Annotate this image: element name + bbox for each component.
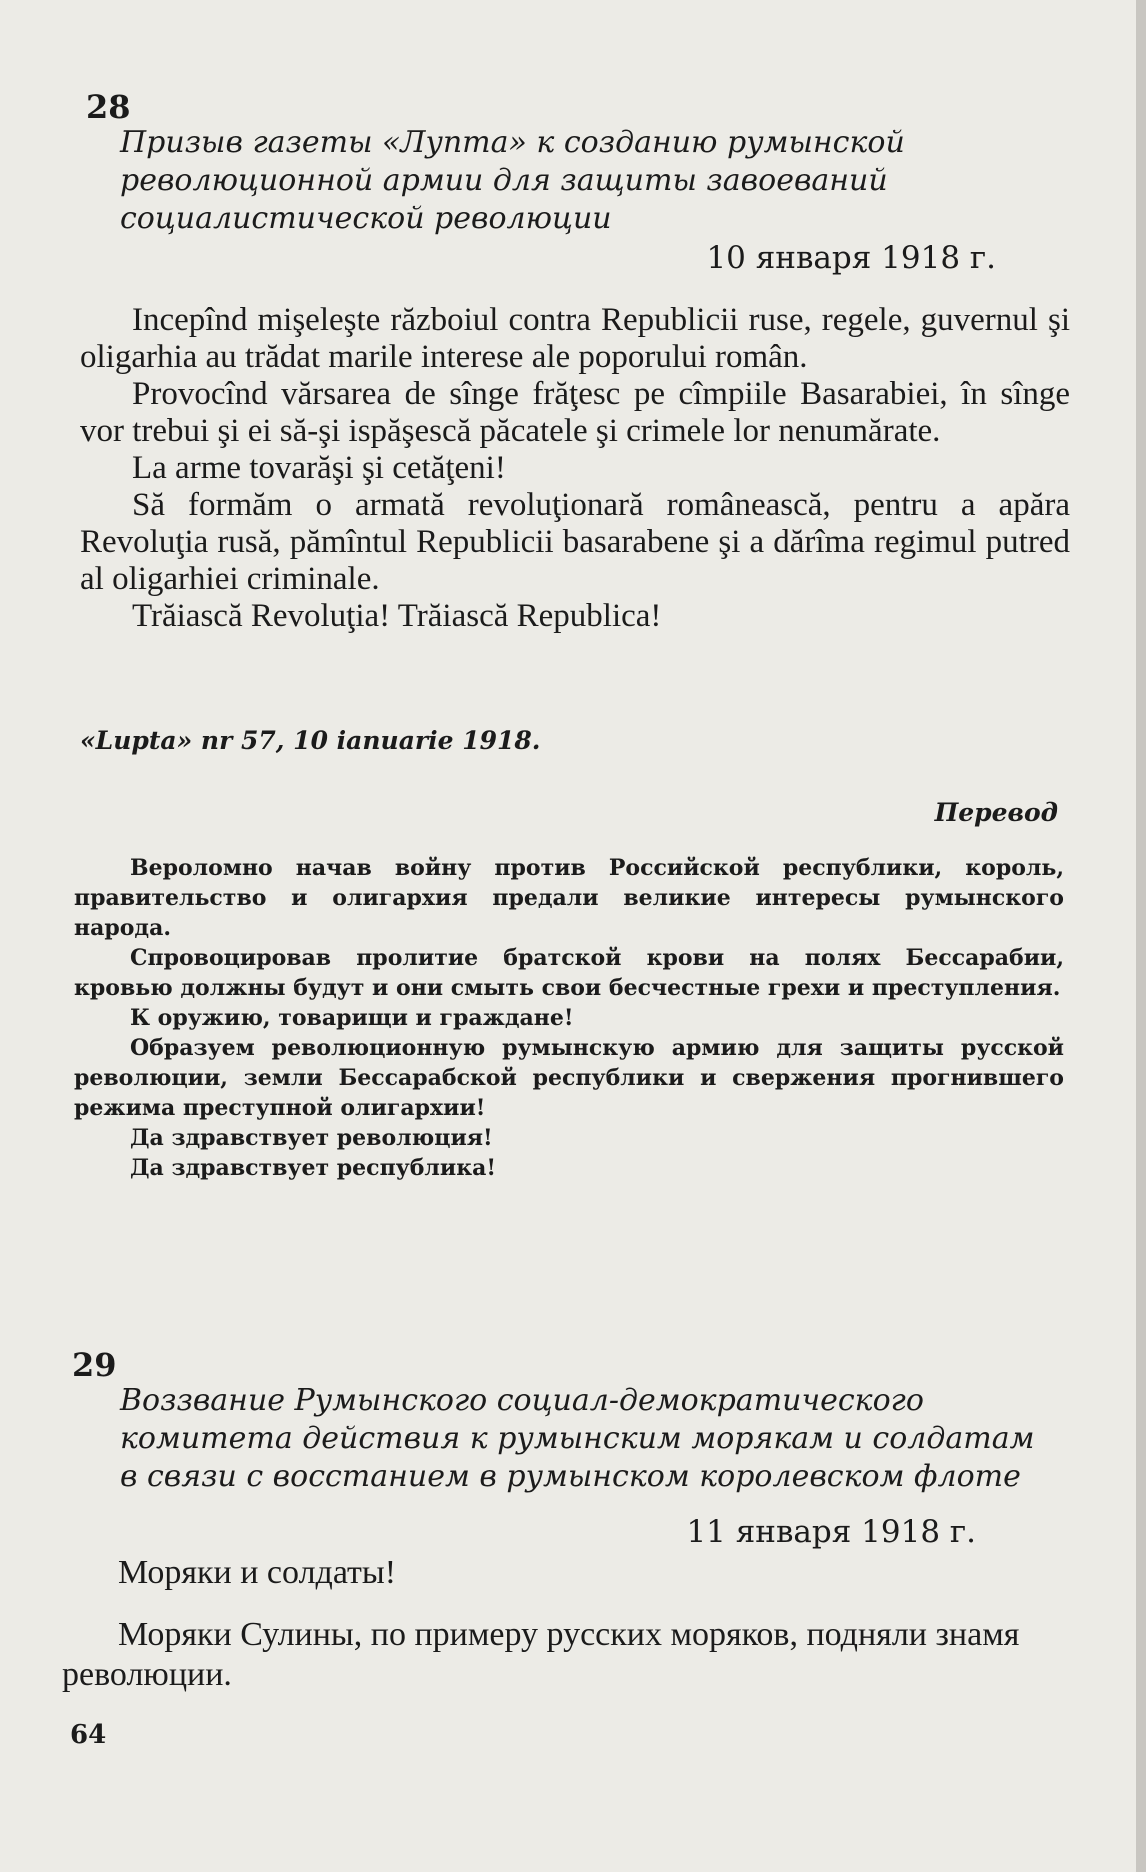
- document-29-text: [62, 1553, 1062, 1695]
- document-29-paragraph: Моряки и солдаты!: [118, 1554, 397, 1591]
- romanian-text: [80, 302, 1070, 635]
- document-29-title: Воззвание Румынского социал-демократического комитета действия к румынским морякам и солдатам в связи с восстанием в румынском королевском флоте: [120, 1383, 1035, 1494]
- russian-translation: [74, 853, 1064, 1183]
- romanian-paragraph: Provocînd vărsarea de sînge frăţesc pe cîmpiile Basarabiei, în sînge vor trebui şi ei să-şi ispăşescă păcatele şi crimele lor nenumărate.: [80, 376, 1070, 449]
- romanian-paragraph: Trăiască Revoluţia! Trăiască Republica!: [132, 598, 662, 634]
- russian-paragraph: Да здравствует революция!: [130, 1125, 493, 1151]
- translation-label: Перевод: [934, 798, 1058, 827]
- russian-paragraph: Спровоцировав пролитие братской крови на полях Бессарабии, кровью должны будут и они смыть свои бесчестные грехи и преступления.: [74, 945, 1064, 1001]
- document-28-date: 10 января 1918 г.: [706, 240, 996, 276]
- romanian-paragraph: Să formăm o armată revoluţionară românească, pentru a apăra Revoluţia rusă, pămîntul Republicii basarabene şi a dărîma regimul putred al oligarhiei criminale.: [80, 487, 1070, 597]
- document-29-date: 11 января 1918 г.: [686, 1514, 976, 1550]
- russian-paragraph: К оружию, товарищи и граждане!: [130, 1005, 574, 1031]
- document-29-paragraph: Моряки Сулины, по примеру русских моряков, подняли знамя революции.: [62, 1616, 1020, 1693]
- source-citation: «Lupta» nr 57, 10 ianuarie 1918.: [80, 726, 541, 755]
- russian-paragraph: Образуем революционную румынскую армию для защиты русской революции, земли Бессарабской республики и свержения прогнившего режима преступной олигархии!: [74, 1035, 1064, 1121]
- russian-paragraph: Вероломно начав войну против Российской республики, король, правительство и олигархия предали великие интересы румынского народа.: [74, 855, 1064, 941]
- page-number: 64: [70, 1720, 107, 1750]
- romanian-paragraph: La arme tovarăşi şi cetăţeni!: [132, 450, 506, 486]
- document-28-title: Призыв газеты «Лупта» к созданию румынской революционной армии для защиты завоеваний социалистической революции: [120, 125, 905, 236]
- document-number-29: 29: [72, 1346, 117, 1384]
- russian-paragraph: Да здравствует республика!: [130, 1155, 497, 1181]
- romanian-paragraph: Incepînd mişeleşte războiul contra Republicii ruse, regele, guvernul şi oligarhia au trădat marile interese ale poporului român.: [80, 302, 1070, 375]
- document-number-28: 28: [86, 88, 131, 126]
